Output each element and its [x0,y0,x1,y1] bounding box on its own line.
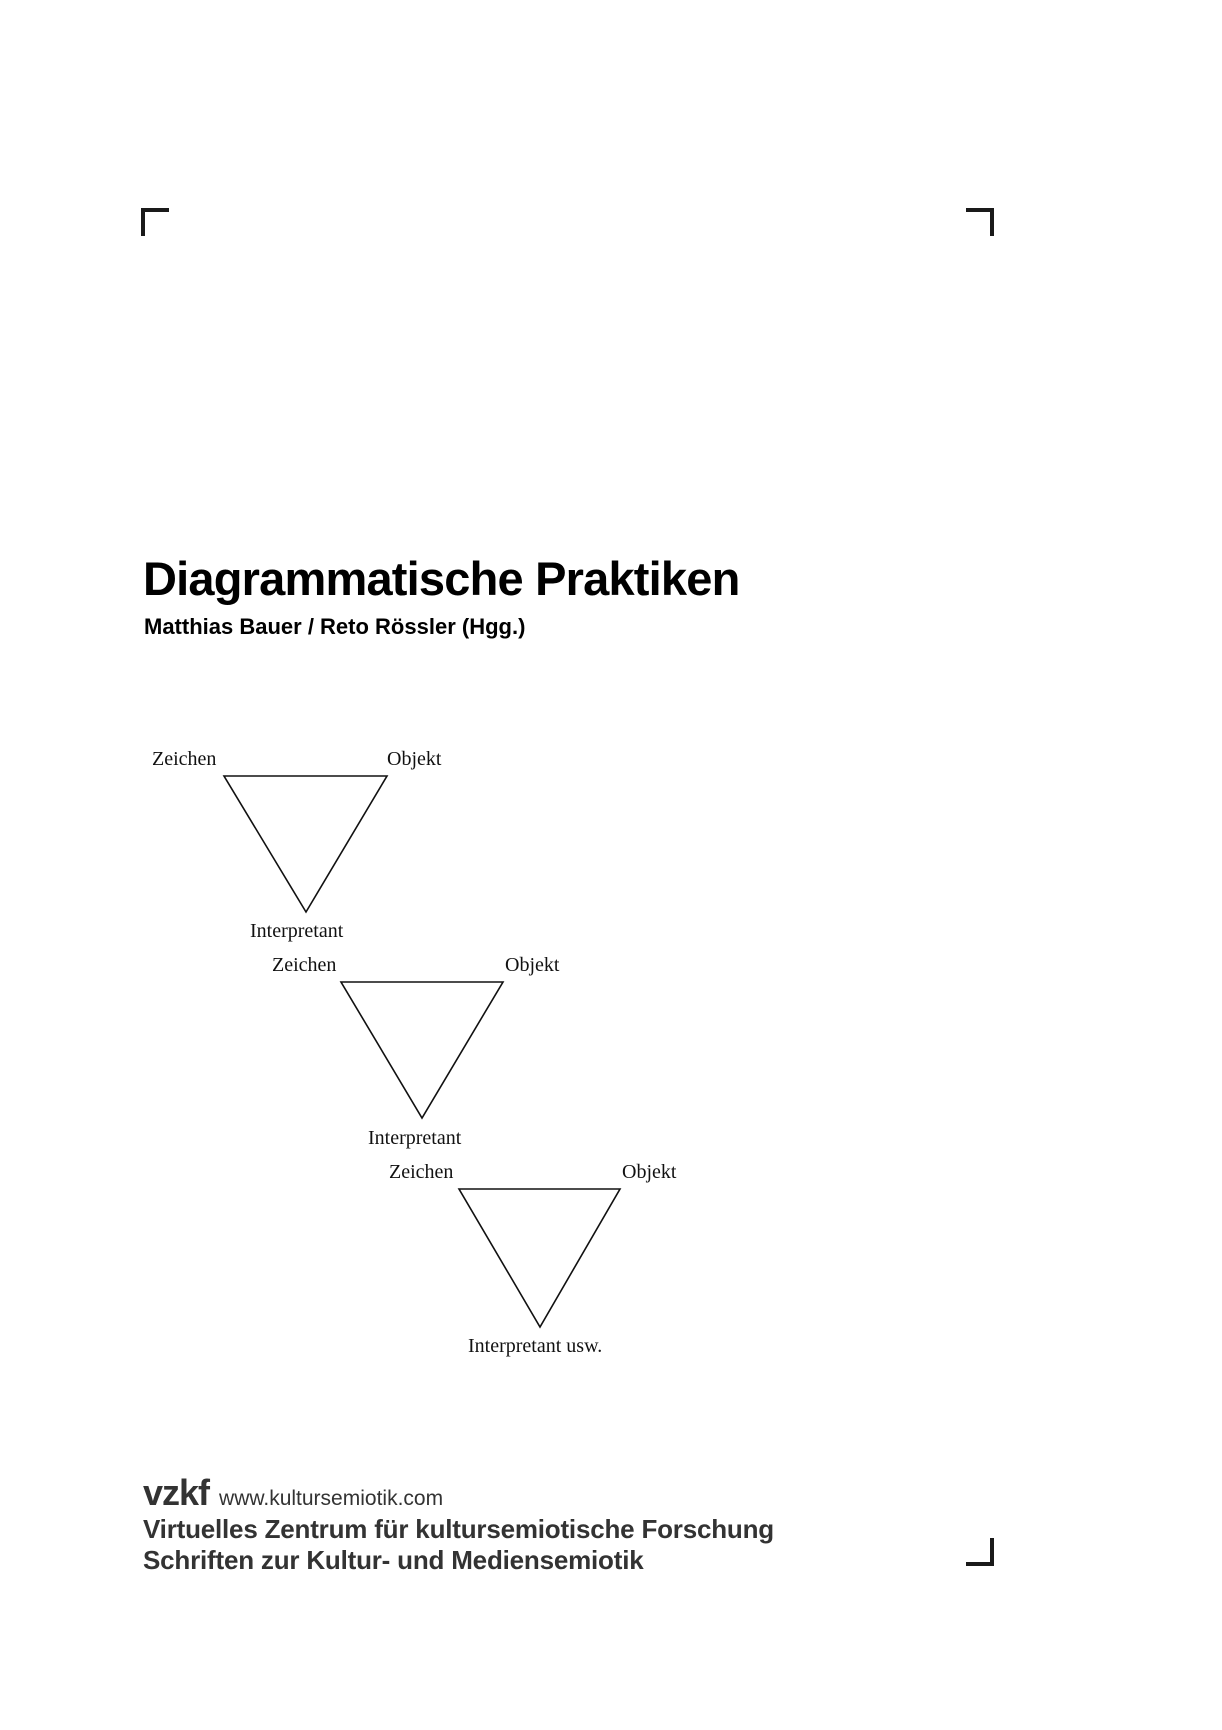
series-name: Schriften zur Kultur- und Mediensemiotik [143,1545,644,1575]
triad-1-object-label: Objekt [387,748,442,770]
publisher-logo-row [143,1472,774,1513]
book-title: Diagrammatische Praktiken [143,552,740,605]
publisher-footer [143,1472,774,1576]
triad-2-object-label: Objekt [505,954,560,976]
triad-3-interpretant-label: Interpretant usw. [468,1335,603,1357]
triad-2-sign-label: Zeichen [272,954,337,976]
triad-2-interpretant-label: Interpretant [368,1127,462,1149]
triad-1 [152,748,442,942]
triad-2 [272,954,560,1149]
publisher-url[interactable]: www.kultursemiotik.com [219,1487,444,1510]
vzkf-logo: vzkf [143,1472,210,1513]
triad-1-interpretant-label: Interpretant [250,920,344,942]
publisher-name: Virtuelles Zentrum für kultursemiotische Forschung [143,1514,774,1544]
triangle-3 [459,1189,620,1327]
triad-3-object-label: Objekt [622,1161,677,1183]
triangle-1 [224,776,387,912]
book-editors: Matthias Bauer / Reto Rössler (Hgg.) [144,614,526,639]
triad-1-sign-label: Zeichen [152,748,217,770]
triad-3-sign-label: Zeichen [389,1161,454,1183]
triangle-2 [341,982,503,1118]
triad-3 [389,1161,677,1357]
